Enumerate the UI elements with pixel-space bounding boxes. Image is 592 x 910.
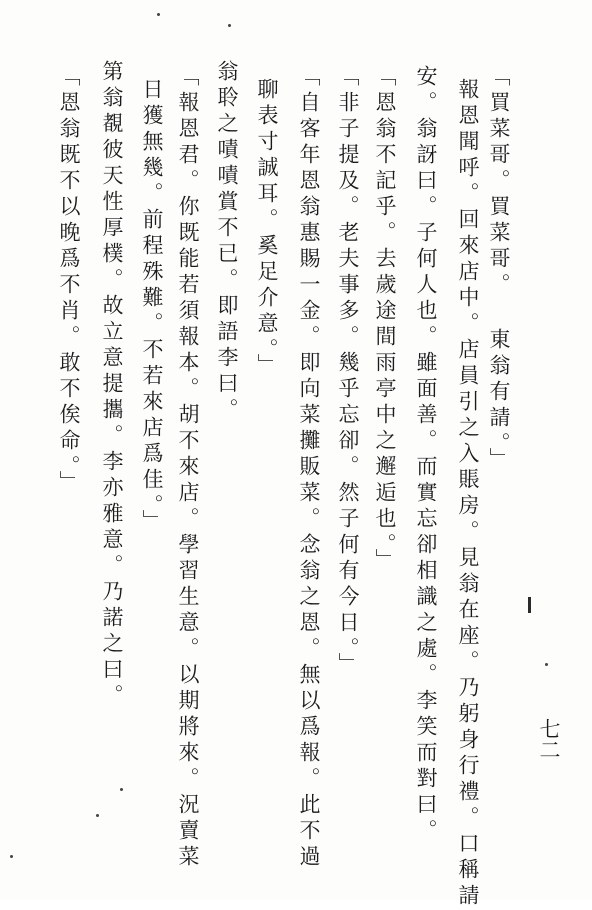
text-column: 報恩聞呼。回來店中。店員引之入賬房。見翁在座。乃躬身行禮。口稱請 — [456, 78, 480, 910]
paper-speck — [120, 788, 123, 791]
text-column: 翁聆之嘖嘖賞不已。即語李曰。 — [215, 60, 239, 424]
paper-speck — [545, 663, 548, 666]
paper-speck — [157, 13, 160, 16]
text-column: 第翁覩彼天性厚樸。故立意提攜。李亦雅意。乃諾之曰。 — [100, 60, 124, 710]
text-column: 「非子提及。老夫事多。幾乎忘卻。然子何有今日。」 — [336, 65, 360, 679]
text-column: 安。翁訝曰。子何人也。雖面善。而實忘卻相識之處。李笑而對曰。 — [414, 65, 438, 845]
text-column: 「報恩君。你既能若須報本。胡不來店。學習生意。以期將來。況賣菜 — [176, 65, 200, 871]
text-column: 「恩翁既不以晚爲不肖。敢不俟命。」 — [57, 65, 81, 497]
text-column: 「買菜哥。買菜哥。 東翁有請。」 — [487, 65, 511, 474]
text-column: 「恩翁不記乎。去歲途間雨亭中之邂逅也。」 — [373, 65, 397, 575]
text-column: 聊表寸誠耳。奚足介意。」 — [255, 78, 279, 380]
margin-mark — [528, 597, 531, 613]
page-number: 七二 — [537, 718, 561, 760]
text-column: 日獲無幾。前程殊難。不若來店爲佳。」 — [140, 78, 164, 536]
paper-speck — [10, 855, 13, 858]
text-column: 「自客年恩翁惠賜一金。即向菜攤販菜。念翁之恩。無以爲報。此不過 — [297, 65, 321, 871]
paper-speck — [96, 814, 99, 817]
paper-speck — [228, 24, 231, 27]
